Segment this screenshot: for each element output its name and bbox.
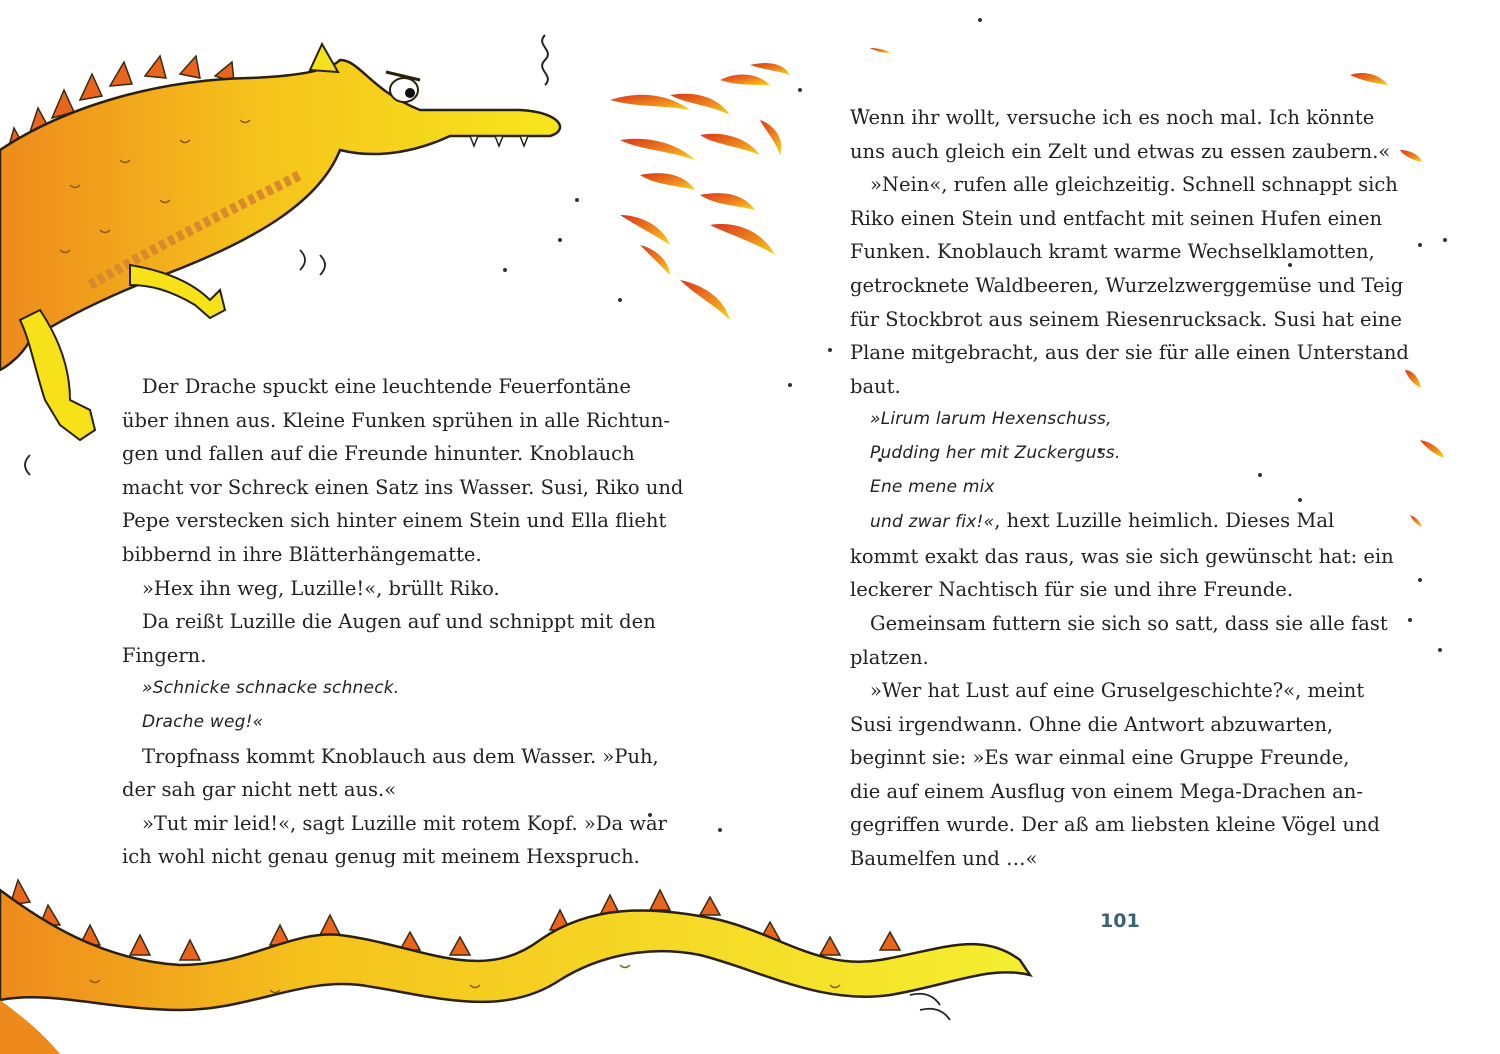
text-line: Fingern. [122,643,207,667]
text-line: platzen. [850,645,929,669]
text-line: Tropfnass kommt Knoblauch aus dem Wasser. »Puh, [142,744,659,768]
text-line: »Nein«, rufen alle gleichzeitig. Schnell schnappt sich [870,173,1398,197]
text-line: gegriffen wurde. Der aß am liebsten kleine Vögel und [850,813,1380,837]
text-line: Der Drache spuckt eine leuchtende Feuerfontäne [142,375,631,398]
text-line [850,504,1380,540]
text-line: für Stockbrot aus seinem Riesenrucksack. Susi hat eine [850,307,1402,331]
page-number: 101 [1100,910,1140,932]
text-line: »Tut mir leid!«, sagt Luzille mit rotem Kopf. »Da war [142,811,667,835]
text-line: ich wohl nicht genau genug mit meinem Hexspruch. [122,845,640,869]
text-line: beginnt sie: »Es war einmal eine Gruppe Freunde, [850,746,1350,770]
dragon-tail-icon [0,880,1030,1054]
text-column-left [122,370,684,874]
text-column-right [850,101,1409,876]
text-line: Baumelfen und …« [850,847,1038,871]
spell-line: »Schnicke schnacke schneck. [142,678,400,699]
spell-line: »Lirum larum Hexenschuss, [870,409,1112,430]
text-line: Gemeinsam futtern sie sich so satt, dass sie alle fast [870,611,1388,635]
text-line: Plane mitgebracht, aus der sie für alle einen Unterstand [850,341,1409,365]
text-line: der sah gar nicht nett aus.« [122,778,397,802]
text-line: die auf einem Ausflug von einem Mega-Drachen an- [850,779,1363,803]
text-line: Riko einen Stein und entfacht mit seinen Hufen einen [850,206,1383,230]
text-fragment: , hext Luzille heimlich. Dieses Mal [994,509,1335,533]
spell-line: Ene mene mix [870,476,995,497]
text-line: Da reißt Luzille die Augen auf und schnippt mit den [142,610,656,634]
text-line: über ihnen aus. Kleine Funken sprühen in alle Richtun- [122,408,670,432]
text-line: leckerer Nachtisch für sie und ihre Freunde. [850,578,1294,602]
text-line: getrocknete Waldbeeren, Wurzelzwerggemüse und Teig [850,273,1404,297]
text-line: Wenn ihr wollt, versuche ich es noch mal. Ich könnte [850,106,1375,129]
text-line: Pepe verstecken sich hinter einem Stein und Ella flieht [122,509,667,533]
spell-fragment: und zwar fix!« [870,512,995,533]
text-line: baut. [850,374,901,398]
spell-line: Pudding her mit Zuckerguss. [870,442,1121,463]
text-line: kommt exakt das raus, was sie sich gewünscht hat: ein [850,544,1394,568]
text-line: »Wer hat Lust auf eine Gruselgeschichte?«, meint [870,679,1365,703]
text-line: »Hex ihn weg, Luzille!«, brüllt Riko. [142,576,500,600]
text-line: macht vor Schreck einen Satz ins Wasser. Susi, Riko und [122,475,684,499]
spell-line: Drache weg!« [142,711,264,732]
text-line: Susi irgendwann. Ohne die Antwort abzuwarten, [850,712,1334,736]
text-line: bibbernd in ihre Blätterhängematte. [122,542,482,566]
text-line: Funken. Knoblauch kramt warme Wechselklamotten, [850,240,1375,264]
text-line: gen und fallen auf die Freunde hinunter. Knoblauch [122,442,635,466]
text-line: uns auch gleich ein Zelt und etwas zu essen zaubern.« [850,139,1391,163]
